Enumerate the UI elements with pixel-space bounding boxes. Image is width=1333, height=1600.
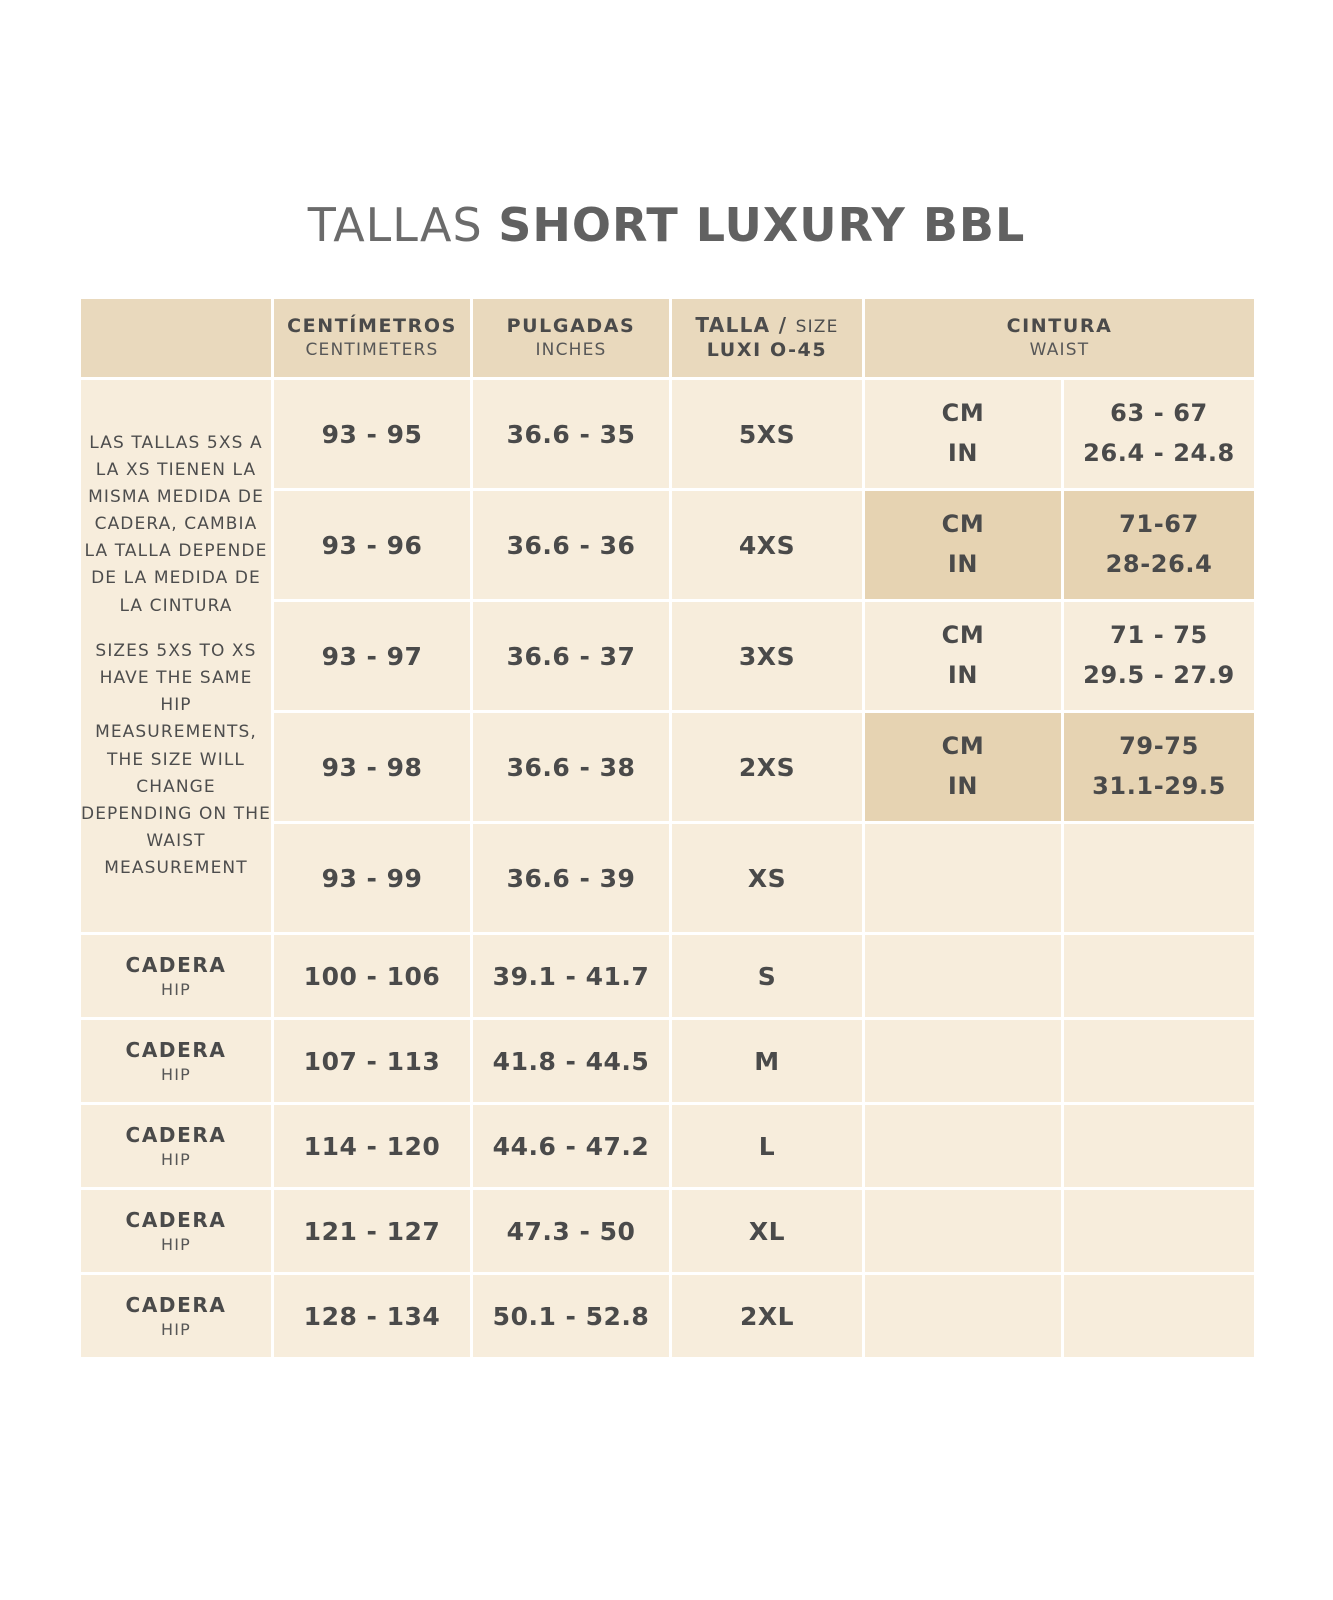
unit-in: IN: [947, 772, 979, 800]
value-size: XL: [748, 1216, 786, 1246]
cell-cm: [274, 380, 470, 488]
hip-label-en: HIP: [161, 1064, 191, 1084]
hip-label-es: CADERA: [125, 1037, 227, 1062]
value-cm: 93 - 98: [321, 752, 423, 782]
cell-inches: [473, 380, 669, 488]
hip-label-es: CADERA: [125, 1122, 227, 1147]
cell-hip-label: [81, 935, 271, 1017]
waist-cm: 79-75: [1119, 732, 1199, 761]
value-size: S: [757, 961, 777, 991]
cell-cm: [274, 713, 470, 821]
value-size: 5XS: [738, 419, 796, 449]
header-size-en: SIZE: [795, 316, 839, 337]
cell-inches: [473, 1105, 669, 1187]
cell-waist: [1064, 380, 1254, 488]
note-cell: [81, 380, 271, 932]
cell-size: [672, 713, 862, 821]
cell-unit: [865, 491, 1061, 599]
cell-waist-empty: [1064, 1105, 1254, 1187]
hip-label-en: HIP: [161, 1234, 191, 1254]
cell-inches: [473, 824, 669, 932]
value-size: L: [758, 1131, 776, 1161]
header-waist-es: CINTURA: [1006, 314, 1113, 337]
cell-waist-empty: [1064, 1275, 1254, 1357]
header-centimeters-es: CENTÍMETROS: [287, 314, 457, 337]
value-inches: 36.6 - 36: [506, 530, 636, 560]
unit-cm: CM: [941, 621, 985, 650]
cell-inches: [473, 1190, 669, 1272]
waist-in: 26.4 - 24.8: [1083, 439, 1235, 467]
value-size: 4XS: [738, 530, 796, 560]
note-text-en: SIZES 5XS TO XS HAVE THE SAME HIP MEASUREMENTS, THE SIZE WILL CHANGE DEPENDING ON THE WAIST MEASUREMENT: [81, 640, 271, 879]
cell-cm: [274, 1275, 470, 1357]
cell-cm: [274, 602, 470, 710]
value-cm: 93 - 99: [321, 863, 423, 893]
cell-size: [672, 380, 862, 488]
value-size: 3XS: [738, 641, 796, 671]
header-corner: [81, 299, 271, 377]
note-spacer: [81, 620, 271, 638]
cell-hip-label: [81, 1105, 271, 1187]
header-centimeters-en: CENTIMETERS: [305, 339, 439, 360]
value-inches: 44.6 - 47.2: [492, 1131, 650, 1161]
value-inches: 41.8 - 44.5: [492, 1046, 650, 1076]
waist-cm: 71-67: [1119, 510, 1199, 539]
table-header-row: [81, 299, 1254, 377]
header-waist: [865, 299, 1254, 377]
value-cm: 93 - 96: [321, 530, 423, 560]
cell-inches: [473, 1275, 669, 1357]
cell-unit-empty: [865, 1275, 1061, 1357]
cell-unit: [865, 602, 1061, 710]
cell-inches: [473, 935, 669, 1017]
cell-unit-empty: [865, 824, 1061, 932]
header-inches-en: INCHES: [535, 339, 607, 360]
waist-cm: 71 - 75: [1110, 621, 1208, 650]
waist-cm: 63 - 67: [1110, 399, 1208, 428]
cell-waist: [1064, 602, 1254, 710]
value-size: 2XL: [739, 1301, 795, 1331]
value-cm: 114 - 120: [303, 1131, 441, 1161]
cell-unit-empty: [865, 1105, 1061, 1187]
cell-hip-label: [81, 1020, 271, 1102]
unit-in: IN: [947, 550, 979, 578]
value-cm: 128 - 134: [303, 1301, 441, 1331]
size-chart-table: [78, 296, 1257, 1360]
waist-in: 28-26.4: [1105, 550, 1213, 578]
value-cm: 93 - 97: [321, 641, 423, 671]
hip-label-es: CADERA: [125, 952, 227, 977]
header-inches-es: PULGADAS: [506, 314, 636, 337]
cell-cm: [274, 824, 470, 932]
cell-size: [672, 824, 862, 932]
header-size-es: TALLA /: [695, 312, 796, 337]
cell-cm: [274, 1105, 470, 1187]
hip-label-en: HIP: [161, 1149, 191, 1169]
value-inches: 36.6 - 39: [506, 863, 636, 893]
value-cm: 100 - 106: [303, 961, 441, 991]
header-centimeters: [274, 299, 470, 377]
cell-cm: [274, 491, 470, 599]
cell-waist: [1064, 491, 1254, 599]
cell-inches: [473, 1020, 669, 1102]
hip-label-es: CADERA: [125, 1292, 227, 1317]
unit-in: IN: [947, 661, 979, 689]
value-inches: 47.3 - 50: [506, 1216, 636, 1246]
cell-size: [672, 602, 862, 710]
waist-in: 31.1-29.5: [1092, 772, 1226, 800]
header-waist-en: WAIST: [1029, 339, 1090, 360]
hip-label-es: CADERA: [125, 1207, 227, 1232]
cell-cm: [274, 1190, 470, 1272]
value-size: 2XS: [738, 752, 796, 782]
cell-size: [672, 1105, 862, 1187]
page-title-light: TALLAS: [307, 198, 499, 252]
table-row: [81, 1020, 1254, 1102]
header-inches: [473, 299, 669, 377]
value-cm: 93 - 95: [321, 419, 423, 449]
table-row: [81, 1190, 1254, 1272]
cell-inches: [473, 713, 669, 821]
note-text-es: LAS TALLAS 5XS A LA XS TIENEN LA MISMA MEDIDA DE CADERA, CAMBIA LA TALLA DEPENDE DE LA MEDIDA DE LA CINTURA: [84, 432, 268, 616]
cell-size: [672, 1020, 862, 1102]
cell-unit-empty: [865, 1020, 1061, 1102]
cell-hip-label: [81, 1190, 271, 1272]
page-title: [0, 198, 1333, 252]
cell-hip-label: [81, 1275, 271, 1357]
cell-unit: [865, 713, 1061, 821]
cell-size: [672, 1275, 862, 1357]
cell-waist-empty: [1064, 1190, 1254, 1272]
unit-cm: CM: [941, 510, 985, 539]
cell-unit-empty: [865, 935, 1061, 1017]
cell-size: [672, 491, 862, 599]
table-row: [81, 935, 1254, 1017]
waist-in: 29.5 - 27.9: [1083, 661, 1235, 689]
cell-waist-empty: [1064, 1020, 1254, 1102]
value-inches: 39.1 - 41.7: [492, 961, 650, 991]
value-size: M: [754, 1046, 780, 1076]
table-row: [81, 1275, 1254, 1357]
cell-cm: [274, 935, 470, 1017]
cell-size: [672, 935, 862, 1017]
table-row: [81, 1105, 1254, 1187]
table-row: [81, 380, 1254, 488]
cell-inches: [473, 491, 669, 599]
unit-cm: CM: [941, 732, 985, 761]
value-inches: 36.6 - 37: [506, 641, 636, 671]
value-inches: 50.1 - 52.8: [492, 1301, 650, 1331]
value-inches: 36.6 - 35: [506, 419, 636, 449]
header-size-code: LUXI O-45: [706, 339, 828, 362]
hip-label-en: HIP: [161, 1319, 191, 1339]
cell-waist-empty: [1064, 935, 1254, 1017]
unit-in: IN: [947, 439, 979, 467]
value-size: XS: [747, 863, 787, 893]
value-cm: 121 - 127: [303, 1216, 441, 1246]
cell-unit: [865, 380, 1061, 488]
hip-label-en: HIP: [161, 979, 191, 999]
cell-inches: [473, 602, 669, 710]
unit-cm: CM: [941, 399, 985, 428]
cell-unit-empty: [865, 1190, 1061, 1272]
cell-waist: [1064, 713, 1254, 821]
page-title-bold: SHORT LUXURY BBL: [498, 198, 1026, 252]
value-inches: 36.6 - 38: [506, 752, 636, 782]
cell-size: [672, 1190, 862, 1272]
value-cm: 107 - 113: [303, 1046, 441, 1076]
cell-cm: [274, 1020, 470, 1102]
header-size: [672, 299, 862, 377]
cell-waist-empty: [1064, 824, 1254, 932]
